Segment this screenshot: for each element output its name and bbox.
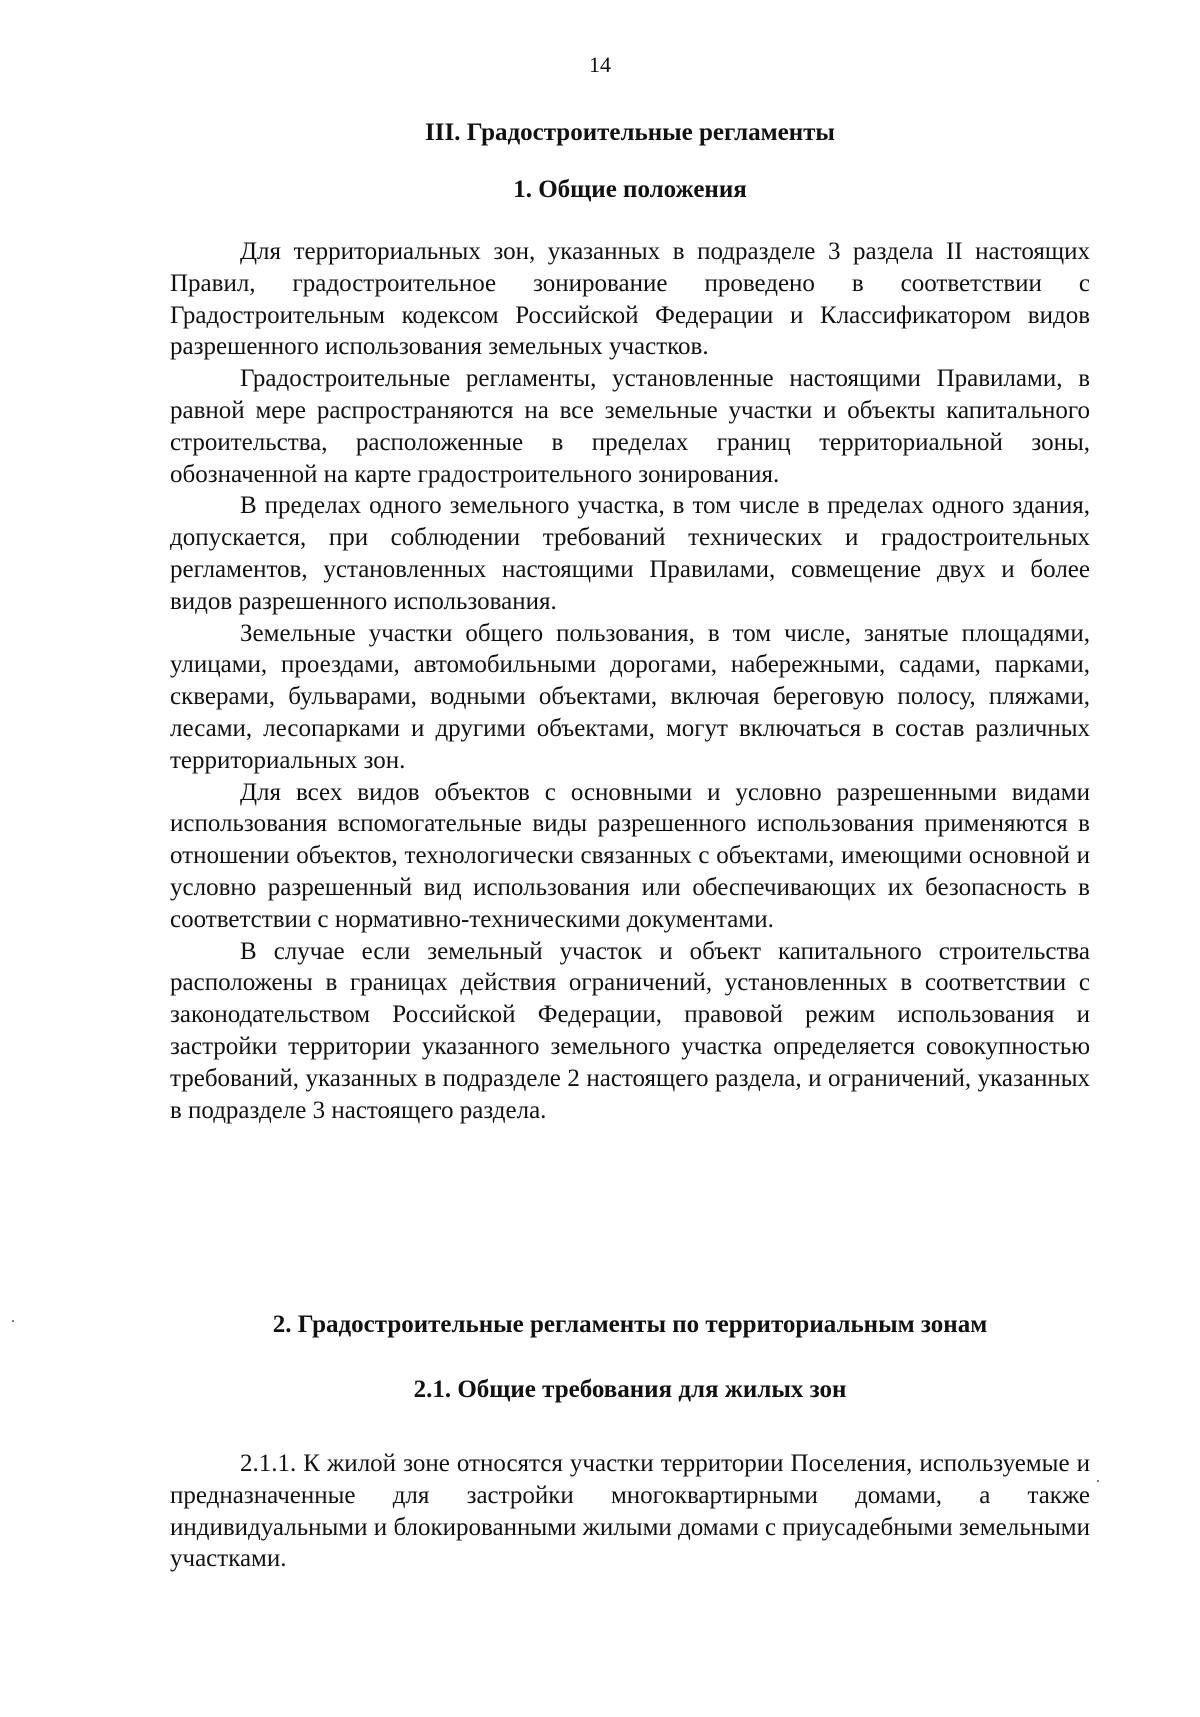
page-number: 14	[589, 52, 611, 77]
part-title: III. Градостроительные регламенты	[425, 119, 835, 146]
paragraph: Градостроительные регламенты, установленные настоящими Правилами, в равной мере распространяются на все земельные участки и объекты капитального строительства, расположенные в пределах границ территориальной зоны, обозначенной на карте градостроительного зонирования.	[170, 365, 1090, 488]
scan-speck	[12, 1320, 14, 1322]
section-1-title: 1. Общие положения	[513, 176, 747, 203]
paragraph: В пределах одного земельного участка, в том числе в пределах одного здания, допускается, при соблюдении требований технических и градостроительных регламентов, установленных настоящими Правилами, совмещение двух и более видов разрешенного использования.	[170, 492, 1090, 615]
section-2-title: 2. Градостроительные регламенты по территориальным зонам	[272, 1311, 988, 1338]
paragraph: Для территориальных зон, указанных в подразделе 3 раздела II настоящих Правил, градостроительное зонирование проведено в соответствии с Градостроительным кодексом Российской Федерации и Классификатором видов разрешенного использования земельных участков.	[170, 238, 1090, 361]
paragraph: В случае если земельный участок и объект капитального строительства расположены в границах действия ограничений, установленных в соответствии с законодательством Российской Федерации, правовой режим использования и застройки территории указанного земельного участка определяется совокупностью требований, указанных в подразделе 2 настоящего раздела, и ограничений, указанных в подразделе 3 настоящего раздела.	[170, 937, 1090, 1124]
paragraph: Для всех видов объектов с основными и условно разрешенными видами использования вспомогательные виды разрешенного использования применяются в отношении объектов, технологически связанных с объектами, имеющими основной и условно разрешенный вид использования или обеспечивающих их безопасность в соответствии с нормативно-техническими документами.	[170, 778, 1090, 933]
paragraph: Земельные участки общего пользования, в том числе, занятые площадями, улицами, проездами, автомобильными дорогами, набережными, садами, парками, скверами, бульварами, водными объектами, включая береговую полосу, пляжами, лесами, лесопарками и другими объектами, могут включаться в состав различных территориальных зон.	[170, 619, 1090, 774]
subsection-2-1-title: 2.1. Общие требования для жилых зон	[413, 1376, 847, 1403]
scan-speck	[1097, 1480, 1099, 1482]
subsection-2-1-body	[170, 1448, 1090, 1575]
paragraph: 2.1.1. К жилой зоне относятся участки территории Поселения, используемые и предназначенные для застройки многоквартирными домами, а также индивидуальными и блокированными жилыми домами с приусадебными земельными участками.	[170, 1450, 1090, 1573]
section-1-body	[170, 236, 1090, 1126]
